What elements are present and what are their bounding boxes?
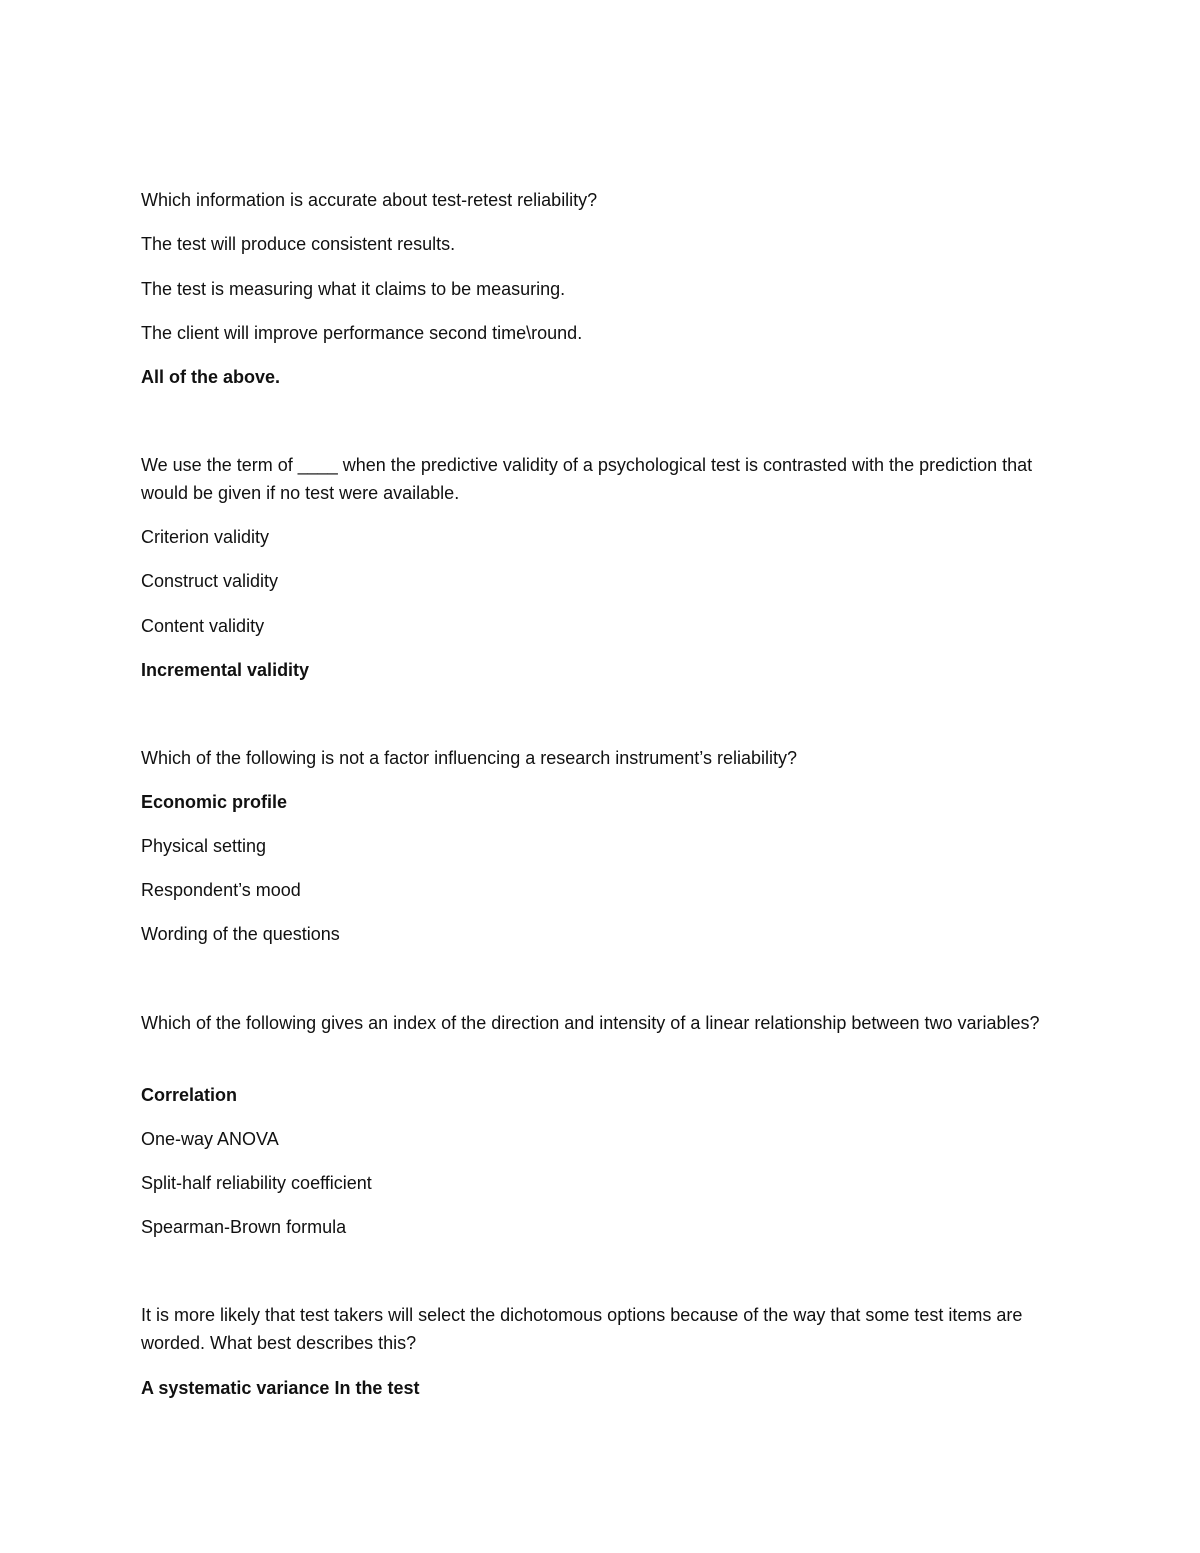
question-3-option-4: Wording of the questions <box>141 924 340 944</box>
question-2-text: We use the term of ____ when the predictive validity of a psychological test is contrasted with the prediction that would be given if no test were available. <box>141 455 1033 503</box>
question-1-option-1: The test will produce consistent results. <box>141 234 456 254</box>
question-4-answer: Correlation <box>141 1085 238 1105</box>
question-1-text: Which information is accurate about test-retest reliability? <box>141 190 598 210</box>
question-1-option-2: The test is measuring what it claims to be measuring. <box>141 279 566 299</box>
question-3-text: Which of the following is not a factor influencing a research instrument’s reliability? <box>141 748 797 768</box>
question-2-answer: Incremental validity <box>141 660 310 680</box>
question-2-option-2: Construct validity <box>141 571 279 591</box>
question-3-answer: Economic profile <box>141 792 288 812</box>
question-4-option-4: Spearman-Brown formula <box>141 1217 347 1237</box>
question-2-option-1: Criterion validity <box>141 527 270 547</box>
question-4-text: Which of the following gives an index of the direction and intensity of a linear relationship between two variables? <box>141 1013 1040 1033</box>
question-2-option-3: Content validity <box>141 616 265 636</box>
question-5-text: It is more likely that test takers will select the dichotomous options because of the way that some test items are worded. What best describes this? <box>141 1305 1023 1353</box>
question-5-answer: A systematic variance In the test <box>141 1378 420 1398</box>
question-3-option-2: Physical setting <box>141 836 267 856</box>
question-4-option-2: One-way ANOVA <box>141 1129 279 1149</box>
question-1-answer: All of the above. <box>141 367 281 387</box>
question-4-option-3: Split-half reliability coefficient <box>141 1173 372 1193</box>
question-3-option-3: Respondent’s mood <box>141 880 301 900</box>
question-1-option-3: The client will improve performance second time\round. <box>141 323 583 343</box>
